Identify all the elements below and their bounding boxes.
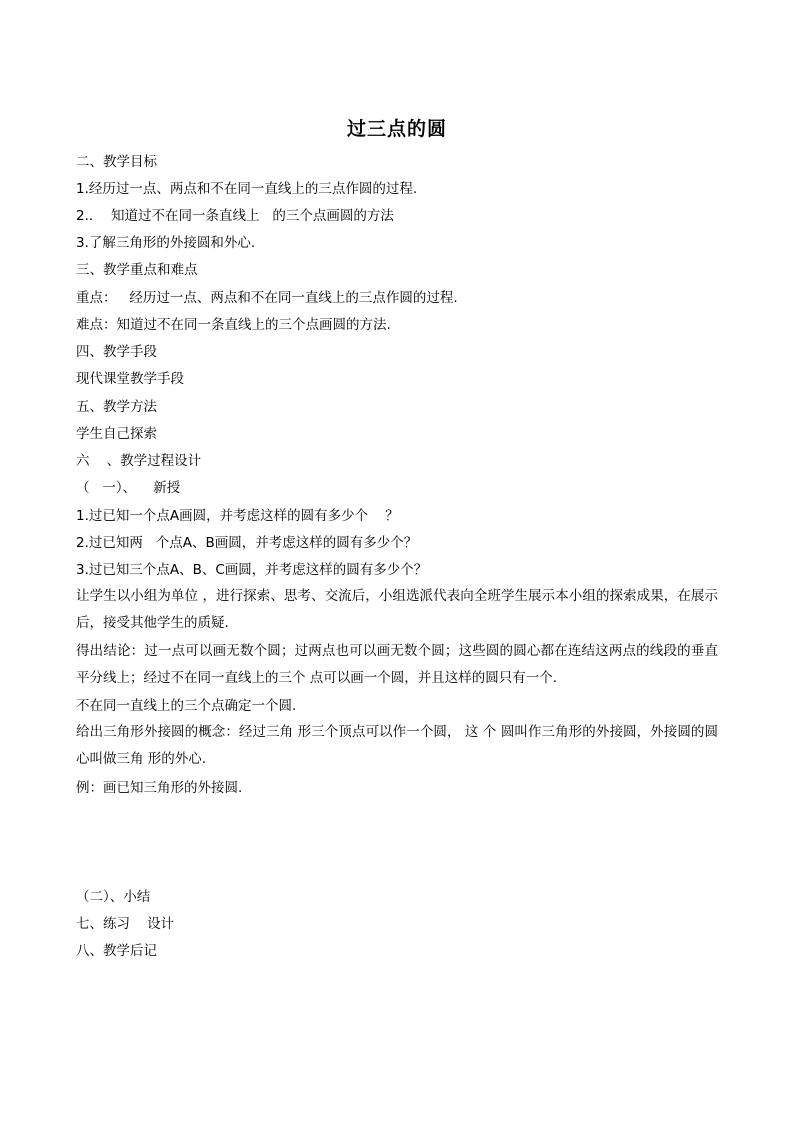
text-line: 难点：知道过不在同一条直线上的三个点画圆的方法. — [76, 317, 391, 333]
text-line: 学生自己探索 — [76, 426, 157, 442]
section-heading: 六 、教学过程设计 — [76, 453, 202, 469]
subsection-heading: （ 一）、 新授 — [76, 480, 181, 496]
text-line: 例：画已知三角形的外接圆. — [76, 780, 243, 796]
text-line: 不在同一直线上的三个点确定一个圆. — [76, 698, 297, 714]
section-heading: 五、教学方法 — [76, 399, 157, 415]
section-heading: 七、练习 设计 — [76, 916, 175, 932]
question-line: 3.过已知三个点A、B、C画圆，并考虑这样的圆有多少个？ — [76, 562, 428, 578]
question-line: 2.过已知两 个点A、B画圆，并考虑这样的圆有多少个？ — [76, 535, 418, 551]
text-line: 3.了解三角形的外接圆和外心. — [76, 235, 256, 251]
text-line: 现代课堂教学手段 — [76, 371, 184, 387]
paragraph: 让学生以小组为单位 ，进行探索、思考、交流后，小组选派代表向全班学生展示本小组的探索成果，在展示后，接受其他学生的质疑. — [76, 588, 718, 631]
subsection-heading: （二）、小结 — [76, 889, 151, 905]
page-title: 过三点的圆 — [346, 118, 447, 140]
section-heading: 二、教学目标 — [76, 154, 157, 170]
section-heading: 八、教学后记 — [76, 943, 157, 959]
question-line: 1.过已知一个点A画圆，并考虑这样的圆有多少个 ？ — [76, 508, 399, 524]
section-heading: 三、教学重点和难点 — [76, 262, 198, 278]
paragraph: 给出三角形外接圆的概念：经过三角 形三个顶点可以作一个圆， 这 个 圆叫作三角形的外接圆，外接圆的圆心叫做三角 形的外心. — [76, 724, 718, 767]
section-heading: 四、教学手段 — [76, 344, 157, 360]
text-line: 1.经历过一点、两点和不在同一直线上的三点作圆的过程. — [76, 181, 418, 197]
paragraph: 得出结论：过一点可以画无数个圆；过两点也可以画无数个圆；这些圆的圆心都在连结这两点的线段的垂直平分线上；经过不在同一直线上的三个 点可以画一个圆，并且这样的圆只有一个. — [76, 643, 718, 686]
text-line: 2.． 知道过不在同一条直线上 的三个点画圆的方法 — [76, 208, 394, 224]
text-line: 重点： 经历过一点、两点和不在同一直线上的三点作圆的过程. — [76, 290, 458, 306]
